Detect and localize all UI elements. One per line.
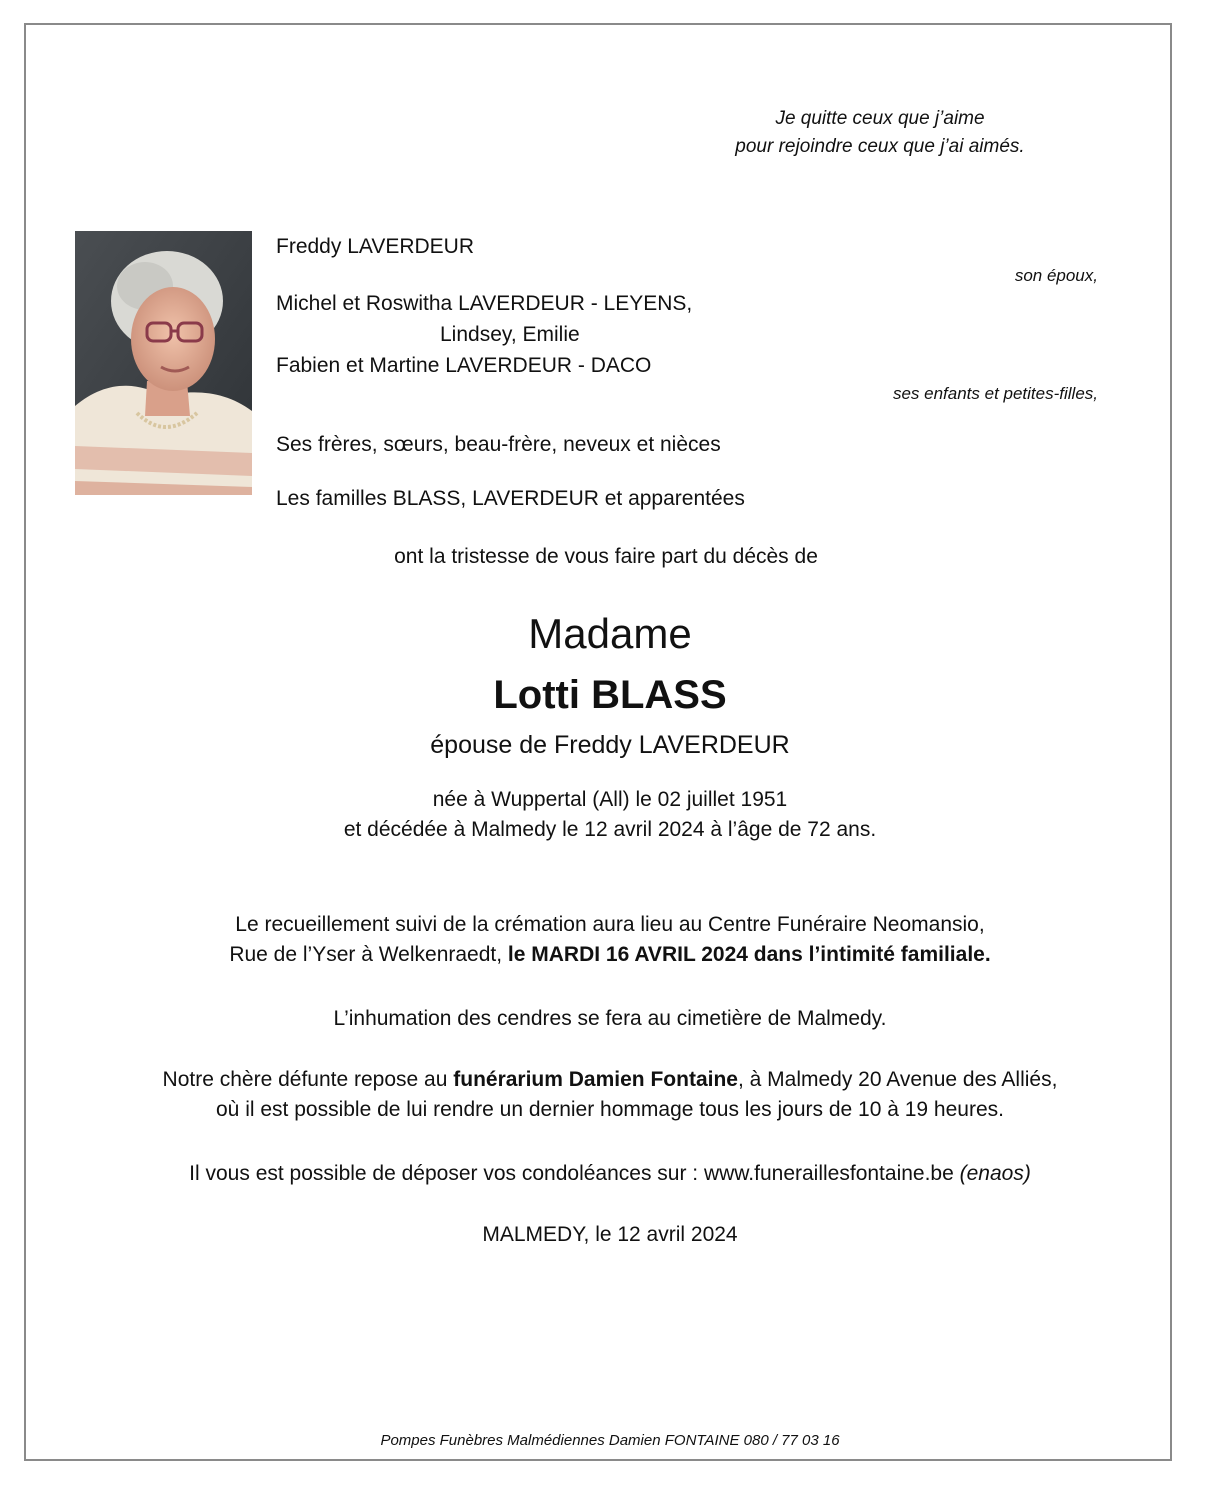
children-role: ses enfants et petites-filles, xyxy=(892,384,1098,403)
child-2: Fabien et Martine LAVERDEUR - DACO xyxy=(276,354,652,377)
place-date: MALMEDY, le 12 avril 2024 xyxy=(482,1223,738,1246)
ceremony-line-2 xyxy=(0,943,1220,967)
condolences-line xyxy=(0,1162,1220,1186)
deceased-name: Lotti BLASS xyxy=(493,673,727,717)
quote-line-1: Je quitte ceux que j’aime xyxy=(775,108,985,129)
ceremony-location: Rue de l’Yser à Welkenraedt, xyxy=(229,943,508,966)
rest-text-b: , à Malmedy 20 Avenue des Alliés, xyxy=(737,1068,1058,1091)
rest-text-a: Notre chère défunte repose au xyxy=(162,1068,454,1091)
announcement: ont la tristesse de vous faire part du décès de xyxy=(394,545,818,568)
rest-line-2: où il est possible de lui rendre un dernier hommage tous les jours de 10 à 19 heures. xyxy=(216,1098,1004,1121)
spouse-name: Freddy LAVERDEUR xyxy=(276,235,475,258)
epitaph-quote xyxy=(700,105,1060,161)
spouse-role: son époux, xyxy=(1014,266,1098,285)
siblings: Ses frères, sœurs, beau-frère, neveux et nièces xyxy=(276,433,721,456)
ceremony-line-1: Le recueillement suivi de la crémation aura lieu au Centre Funéraire Neomansio, xyxy=(235,913,985,936)
burial-line: L’inhumation des cendres se fera au cimetière de Malmedy. xyxy=(333,1007,887,1030)
birth-line: née à Wuppertal (All) le 02 juillet 1951 xyxy=(432,788,788,811)
families: Les familles BLASS, LAVERDEUR et apparentées xyxy=(276,487,745,510)
quote-line-2: pour rejoindre ceux que j’ai aimés. xyxy=(735,136,1025,157)
ceremony-date: le MARDI 16 AVRIL 2024 dans l’intimité familiale. xyxy=(507,943,991,966)
grandchildren: Lindsey, Emilie xyxy=(440,323,580,346)
deceased-spouse-line: épouse de Freddy LAVERDEUR xyxy=(430,731,790,759)
condolences-enaos: (enaos) xyxy=(959,1162,1031,1185)
footer-funeral-service: Pompes Funèbres Malmédiennes Damien FONTAINE 080 / 77 03 16 xyxy=(380,1432,840,1449)
deceased-title: Madame xyxy=(528,610,692,657)
child-1: Michel et Roswitha LAVERDEUR - LEYENS, xyxy=(276,292,693,315)
death-line: et décédée à Malmedy le 12 avril 2024 à l’âge de 72 ans. xyxy=(343,818,877,841)
funeral-home-name: funérarium Damien Fontaine xyxy=(453,1068,738,1091)
condolences-text: Il vous est possible de déposer vos condoléances sur : www.funeraillesfontaine.be xyxy=(189,1162,960,1185)
portrait-photo xyxy=(75,231,252,495)
rest-line-1 xyxy=(0,1068,1220,1092)
